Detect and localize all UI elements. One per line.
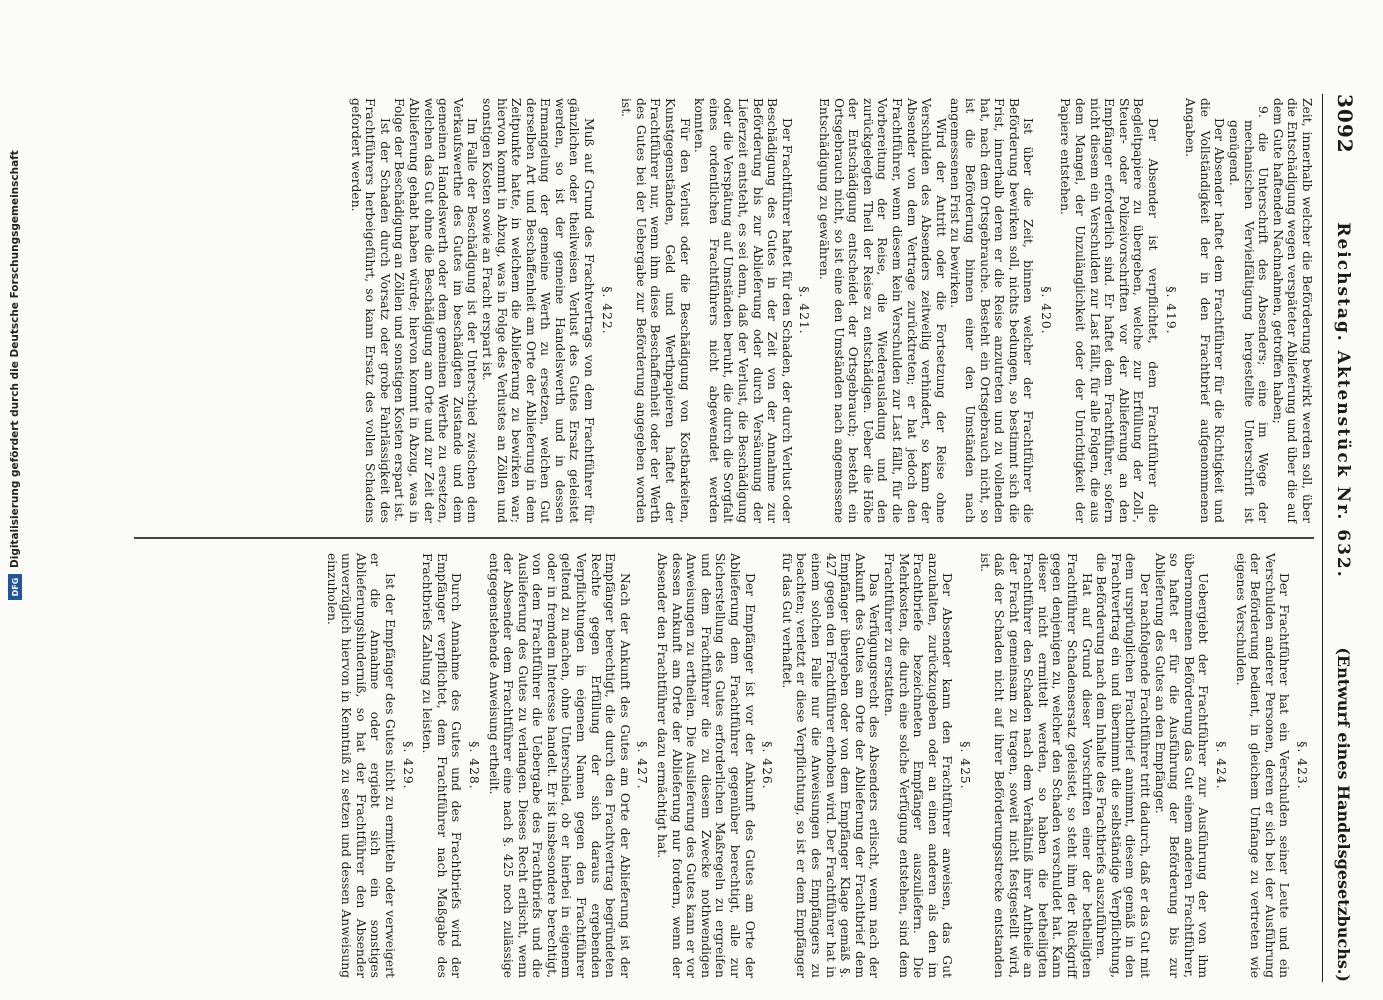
text-columns — [134, 94, 1314, 982]
paragraph: Zeit, innerhalb welcher die Beförderung bewirkt werden soll, über die Entschädigung wegen verspäteter Ablieferung und über die auf dem Gute haftenden Nachnahmen, getroffen haben; — [1270, 98, 1314, 523]
paragraph: Im Falle der Beschädigung ist der Unterschied zwischen dem Verkaufswerthe des Gutes im beschädigten Zustande und dem gemeinen Handelswerth oder dem gemeinen Werthe zu ersetzen, welchen das Gut ohne die Beschädigung am Orte und zur Zeit der Ablieferung gehabt haben würde; hiervon kommt in Abzug, was in Folge der Beschädigung an Zöllen und sonstigen Kosten erspart ist. — [392, 98, 480, 523]
section-heading: §. 420. — [1038, 286, 1053, 335]
paragraph: Uebergiebt der Frachtführer zur Ausführung der von ihm übernommenen Beförderung das Gut einem anderen Frachtführer, so haftet er für die Ausführung der Beförderung bis zur Ablieferung des Gutes an den Empfänger. — [1152, 552, 1211, 978]
list-item: 9. die Unterschrift des Absenders; eine im Wege der mechanischen Vervielfältigung hergestellte Unterschrift ist genügend. — [1227, 106, 1271, 523]
paragraph: Wird der Antritt oder die Fortsetzung der Reise ohne Verschulden des Absenders zeitweilig verhindert, so kann der Absender von dem Vertrage zurücktreten; er hat jedoch den Frachtführer, wenn diesem kein Verschulden zur Last fällt, für die Vorbereitung der Reise, die Wiederausladung und den zurückgelegten Theil der Reise zu entschädigen. Ueber die Höhe der Entschädigung entscheidet der Ortsgebrauch; besteht ein Ortsgebrauch nicht, so ist eine den Umständen nach angemessene Entschädigung zu gewähren. — [817, 98, 948, 523]
page-title: Reichstag. Aktenstück Nr. 632. — [1333, 222, 1353, 579]
page-header — [1322, 94, 1357, 982]
section-heading: §. 426. — [760, 741, 775, 790]
paragraph: Für den Verlust oder die Beschädigung von Kostbarkeiten, Kunstgegenständen, Geld und Werthpapieren haftet der Frachtführer nur, wenn ihm diese Beschaffenheit oder der Werth des Gutes bei der Uebergabe zur Beförderung angegeben worden ist. — [619, 98, 692, 523]
page-number: 3092 — [1333, 94, 1357, 154]
right-column — [134, 549, 1314, 982]
paragraph: Muß auf Grund des Frachtvertrags von dem Frachtführer für gänzlichen oder theilweisen Verlust des Gutes Ersatz geleistet werden, so ist der gemeine Handelswerth und in dessen Ermangelung der gemeine Werth zu ersetzen, welchen Gut derselben Art und Beschaffenheit am Orte der Ablieferung in dem Zeitpunkte hatte, in welchem die Ablieferung zu bewirken war; hiervon kommt in Abzug, was in Folge des Verlustes an Zöllen und sonstigen Kosten sowie an Fracht erspart ist. — [479, 98, 597, 523]
section-heading: §. 423. — [1295, 741, 1309, 790]
section-heading: §. 425. — [957, 741, 972, 790]
left-column — [134, 94, 1314, 527]
dfg-logo-icon: DFG — [8, 574, 22, 600]
section-heading: §. 424. — [1214, 741, 1229, 790]
rotated-document-page — [125, 80, 1365, 996]
paragraph: Der Absender haftet dem Frachtführer für die Richtigkeit und die Vollständigkeit der in den Frachtbrief aufgenommenen Angaben. — [1183, 98, 1227, 523]
section-heading: §. 419. — [1163, 286, 1178, 335]
paragraph: Ist über die Zeit, binnen welcher der Frachtführer die Beförderung bewirken soll, nichts bedungen, so bestimmt sich die Frist, innerhalb deren er die Reise anzutreten und zu vollenden hat, nach dem Ortsgebrauche. Besteht ein Ortsgebrauch nicht, so ist die Beförderung binnen einer den Umständen nach angemessenen Frist zu bewirken. — [948, 98, 1036, 523]
digitization-credit — [8, 150, 22, 600]
paragraph: Durch Annahme des Gutes und des Frachtbriefs wird der Empfänger verpflichtet, dem Frachtführer nach Maßgabe des Frachtbriefs Zahlung zu leisten. — [420, 552, 464, 978]
paragraph: Hat auf Grund dieser Vorschriften einer der betheiligten Frachtführer Schadensersatz geleistet, so steht ihm der Rückgriff gegen denjenigen zu, welcher den Schaden verschuldet hat. Kann dieser nicht ermittelt werden, so haben die betheiligten Frachtführer den Schaden nach dem Verhältniß ihrer Antheile an der Fracht gemeinsam zu tragen, soweit nicht festgestellt wird, daß der Schaden nicht auf ihrer Beförderungsstrecke entstanden ist. — [977, 552, 1094, 978]
page-subtitle: (Entwurf eines Handelsgesetzbuchs.) — [1334, 647, 1353, 982]
credit-text: Digitalisierung gefördert durch die Deutsche Forschungsgemeinschaft — [9, 150, 21, 568]
column-divider — [134, 537, 1314, 539]
paragraph: Der Frachtführer hat ein Verschulden seiner Leute und ein Verschulden anderer Personen, deren er sich bei der Ausführung der Beförderung bedient, in gleichem Umfange zu vertreten wie eigenes Verschulden. — [1233, 552, 1292, 978]
paragraph: Der Absender ist verpflichtet, dem Frachtführer die Begleitpapiere zu übergeben, welche zur Erfüllung der Zoll-, Steuer- oder Polizeivorschriften vor der Ablieferung an den Empfänger erforderlich sind. Er haftet dem Frachtführer, sofern nicht diesem ein Verschulden zur Last fällt, für alle Folgen, die aus dem Mangel, der Unzulänglichkeit oder der Unrichtigkeit der Papiere entstehen. — [1058, 98, 1161, 523]
section-heading: §. 421. — [797, 286, 812, 335]
paragraph: Nach der Ankunft des Gutes am Orte der Ablieferung ist der Empfänger berechtigt, die durch den Frachtvertrag begründeten Rechte gegen Erfüllung der sich daraus ergebenden Verpflichtungen in eigenem Namen gegen den Frachtführer geltend zu machen, ohne Unterschied, ob er hierbei in eigenem oder in fremdem Interesse handelt. Er ist insbesondere berechtigt, von dem Frachtführer die Uebergabe des Frachtbriefs und die Auslieferung des Gutes zu verlangen. Dieses Recht erlischt, wenn der Absender dem Frachtführer eine nach §. 425 noch zulässige entgegenstehende Anweisung ertheilt. — [486, 552, 632, 978]
section-heading: §. 422. — [599, 286, 614, 335]
paragraph: Der Absender kann den Frachtführer anweisen, das Gut anzuhalten, zurückzugeben oder an einen anderen als den im Frachtbriefe bezeichneten Empfänger auszuliefern. Die Mehrkosten, die durch eine solche Verfügung entstehen, sind dem Frachtführer zu erstatten. — [881, 552, 955, 978]
section-heading: §. 429. — [400, 741, 415, 790]
paragraph: Ist der Empfänger des Gutes nicht zu ermitteln oder verweigert er die Annahme oder ergiebt sich ein sonstiges Ablieferungshinderniß, so hat der Frachtführer den Absender unverzüglich hiervon in Kenntniß zu setzen und dessen Anweisung einzuholen. — [324, 552, 397, 978]
paragraph: Der nachfolgende Frachtführer tritt dadurch, daß er das Gut mit dem ursprünglichen Frachtbrief annimmt, diesem gemäß in den Frachtvertrag ein und übernimmt die selbständige Verpflichtung, die Beförderung nach dem Inhalte des Frachtbriefs auszuführen. — [1094, 552, 1153, 978]
section-heading: §. 427. — [635, 741, 650, 790]
paragraph: Der Empfänger ist vor der Ankunft des Gutes am Orte der Ablieferung dem Frachtführer gegenüber berechtigt, alle zur Sicherstellung des Gutes erforderlichen Maßregeln zu ergreifen und dem Frachtführer die zu diesem Zwecke nothwendigen Anweisungen zu ertheilen. Die Auslieferung des Gutes kann er vor dessen Ankunft am Orte der Ablieferung nur fordern, wenn der Absender den Frachtführer dazu ermächtigt hat. — [655, 552, 757, 978]
section-heading: §. 428. — [466, 741, 481, 790]
paragraph: Der Frachtführer haftet für den Schaden, der durch Verlust oder Beschädigung des Gutes in der Zeit von der Annahme zur Beförderung bis zur Ablieferung oder durch Versäumung der Lieferzeit entsteht, es sei denn, daß der Verlust, die Beschädigung oder die Verspätung auf Umständen beruht, die durch die Sorgfalt eines ordentlichen Frachtführers nicht abgewendet werden konnten. — [692, 98, 794, 523]
paragraph: Ist der Schaden durch Vorsatz oder grobe Fahrlässigkeit des Frachtführers herbeigeführt, so kann Ersatz des vollen Schadens gefordert werden. — [348, 98, 392, 523]
paragraph: Das Verfügungsrecht des Absenders erlischt, wenn nach der Ankunft des Gutes am Orte der Ablieferung der Frachtbrief dem Empfänger übergeben oder von dem Empfänger Klage gemäß §. 427 gegen den Frachtführer erhoben wird. Der Frachtführer hat in einem solchen Falle nur die Anweisungen des Empfängers zu beachten; verletzt er diese Verpflichtung, so ist er dem Empfänger für das Gut verhaftet. — [779, 552, 882, 978]
